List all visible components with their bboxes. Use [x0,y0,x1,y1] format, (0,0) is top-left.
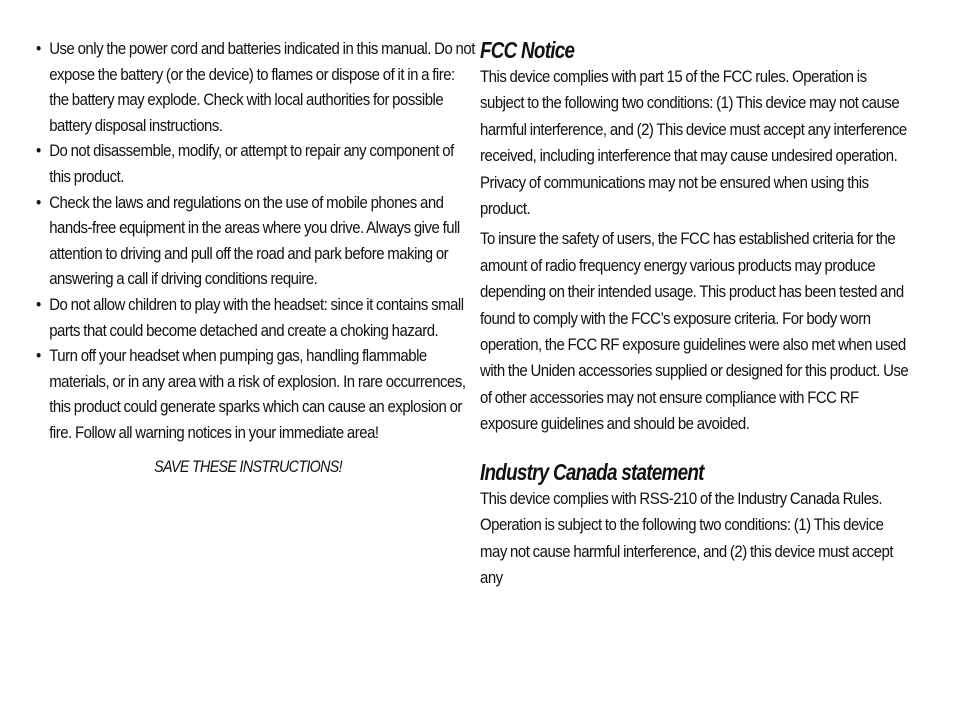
bullet-text: Do not disassemble, modify, or attempt to repair any component of this product. [49,141,454,186]
safety-instructions-column [36,36,475,479]
bullet-dot-icon: • [36,294,41,314]
fcc-notice-section [480,36,910,438]
safety-bullet-children [36,292,475,343]
bullet-dot-icon: • [36,39,41,58]
industry-canada-section [480,458,910,592]
safety-bullet-driving [36,190,475,292]
safety-bullet-battery [36,36,475,138]
regulatory-column [480,36,910,591]
industry-canada-paragraph: This device complies with RSS-210 of the Industry Canada Rules. Operation is subject to the following two conditions: (1) This device may not cause harmful interference, and (2) this device must accept any [480,488,894,587]
bullet-text: Turn off your headset when pumping gas, handling flammable materials, or in any area with a risk of explosion. In rare occurrences, this product could generate sparks which can cause an explosion or fire. Follow all warning notices in your immediate area! [49,346,466,442]
safety-bullet-list [36,36,475,446]
bullet-text: Check the laws and regulations on the use of mobile phones and hands-free equipment in the areas where you drive. Always give full attention to driving and pull off the road and park before making or answering a call if driving conditions require. [49,192,460,289]
fcc-rf-exposure-paragraph: To insure the safety of users, the FCC has established criteria for the amount of radio frequency energy various products may produce depending on their intended usage. This product has been tested and found to comply with the FCC’s exposure criteria. For body worn operation, the FCC RF exposure guidelines were also met when used with the Uniden accessories supplied or designed for this product. Use of other accessories may not ensure compliance with FCC RF exposure guidelines and should be avoided. [480,229,909,434]
bullet-dot-icon: • [36,346,41,366]
bullet-dot-icon: • [36,141,41,161]
industry-canada-heading: Industry Canada statement [480,458,704,485]
safety-bullet-disassemble [36,138,475,189]
fcc-notice-paragraph: This device complies with part 15 of the FCC rules. Operation is subject to the following two conditions: (1) This device may not cause harmful interference, and (2) This device must accept any interference received, including interference that may cause undesired operation. Privacy of communications may not be ensured when using this product. [480,67,907,219]
save-instructions-note: SAVE THESE INSTRUCTIONS! [154,456,342,476]
bullet-dot-icon: • [36,192,41,212]
fcc-notice-heading: FCC Notice [480,37,575,63]
safety-bullet-explosion [36,343,475,445]
bullet-text: Do not allow children to play with the headset: since it contains small parts that could become detached and create a choking hazard. [49,294,464,340]
bullet-text: Use only the power cord and batteries indicated in this manual. Do not expose the battery (or the device) to flames or dispose of it in a fire: the battery may explode. Check with local authorities for possible battery disposal instructions. [49,39,475,135]
